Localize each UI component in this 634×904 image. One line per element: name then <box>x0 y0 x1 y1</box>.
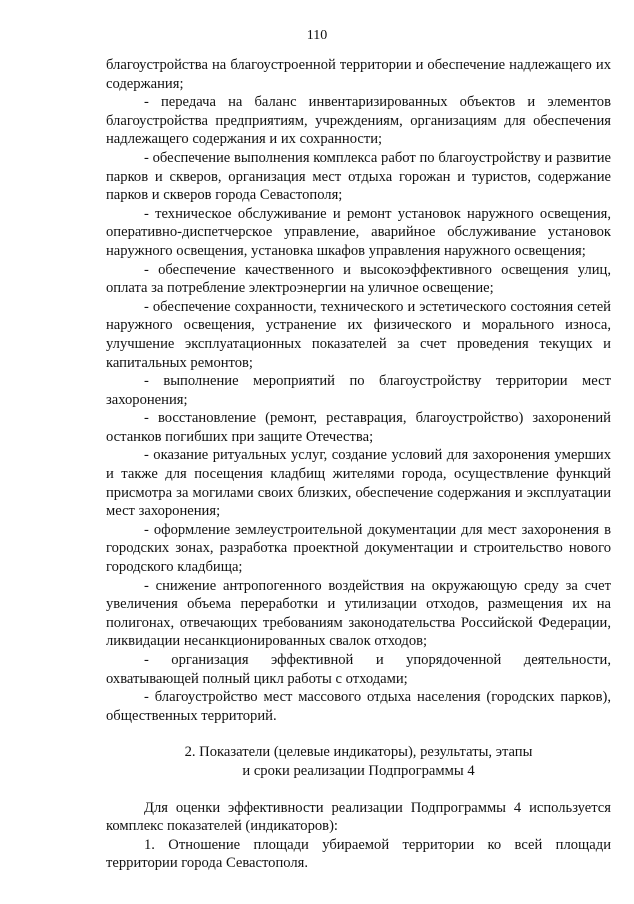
paragraph: благоустройства на благоустроенной территории и обеспечение надлежащего их содержания; <box>106 57 611 92</box>
list-item: - организация эффективной и упорядоченной деятельности, охватывающей полный цикл работы с отходами; <box>106 652 611 687</box>
list-item: 1. Отношение площади убираемой территории ко всей площади территории города Севастополя. <box>106 836 611 872</box>
section-heading <box>106 743 611 780</box>
list-item: - благоустройство мест массового отдыха населения (городских парков), общественных территорий. <box>106 689 611 724</box>
paragraph: Для оценки эффективности реализации Подпрограммы 4 используется комплекс показателей (индикаторов): <box>106 799 611 835</box>
list-item: - обеспечение качественного и высокоэффективного освещения улиц, оплата за потребление электроэнергии на уличное освещение; <box>106 261 611 297</box>
list-item: - техническое обслуживание и ремонт установок наружного освещения, оперативно-диспетчерское управление, аварийное обслуживание установок наружного освещения, установка шкафов управления наружного освещения; <box>106 205 611 259</box>
list-item: - обеспечение сохранности, технического и эстетического состояния сетей наружного освещения, устранение их физического и морального износа, улучшение эксплуатационных показателей за счет проведения текущих и капитальных ремонтов; <box>106 298 611 371</box>
list-item: - восстановление (ремонт, реставрация, благоустройство) захоронений останков погибших при защите Отечества; <box>106 410 611 445</box>
paragraphs-before <box>106 56 611 725</box>
list-item: - обеспечение выполнения комплекса работ по благоустройству и развитие парков и скверов, организация мест отдыха горожан и туристов, содержание парков и скверов города Севастополя; <box>106 149 611 204</box>
list-item: - оформление землеустроительной документации для мест захоронения в городских зонах, разработка проектной документации и строительство нового городского кладбища; <box>106 521 611 576</box>
list-item: - оказание ритуальных услуг, создание условий для захоронения умерших и также для посещения кладбищ жителями города, осуществление функций присмотра за могилами своих близких, обеспечение содержания и эксплуатации мест захоронения; <box>106 447 611 520</box>
paragraphs-after <box>106 799 611 873</box>
list-item: - снижение антропогенного воздействия на окружающую среду за счет увеличения объема переработки и утилизации отходов, размещения их на полигонах, отвечающих требованиям законодательства Российской Федерации, ликвидации несанкционированных свалок отходов; <box>106 577 611 650</box>
section-heading-line-1: 2. Показатели (целевые индикаторы), результаты, этапы <box>184 744 533 761</box>
document-body <box>106 56 611 873</box>
section-heading-line-2: и сроки реализации Подпрограммы 4 <box>242 762 475 779</box>
list-item: - передача на баланс инвентаризированных объектов и элементов благоустройства предприятиям, учреждениям, организациям для обеспечения надлежащего содержания и их сохранности; <box>106 94 611 148</box>
page-number: 110 <box>306 28 328 43</box>
list-item: - выполнение мероприятий по благоустройству территории мест захоронения; <box>106 373 611 408</box>
